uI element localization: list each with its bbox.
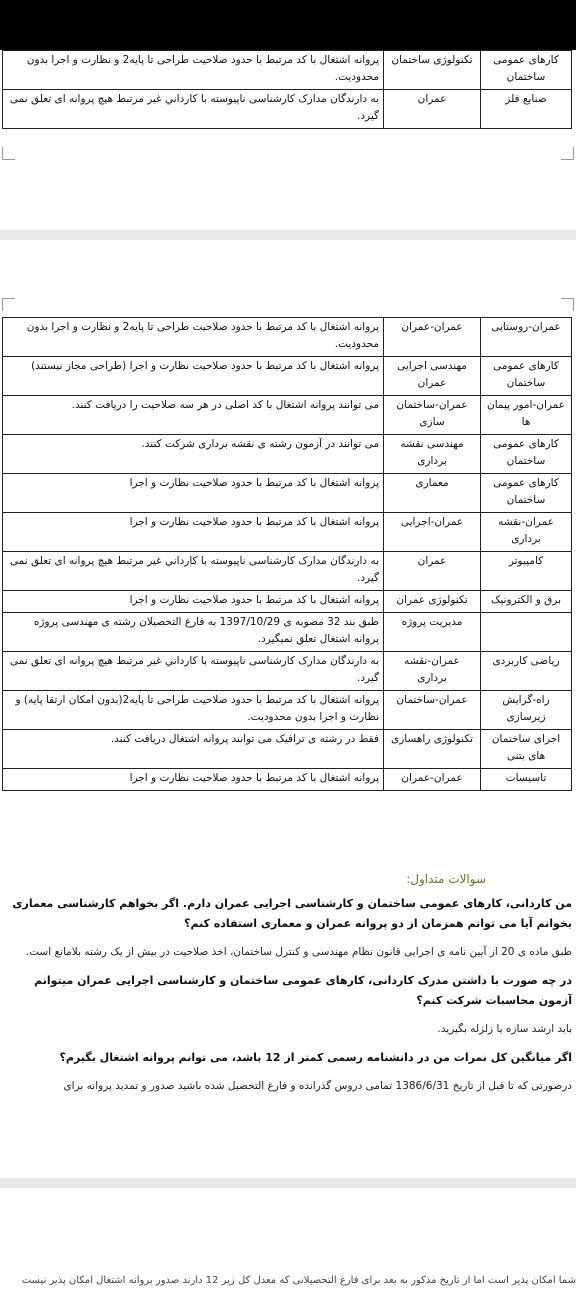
major-cell: عمران-عمران [384,769,481,791]
field-cell: عمران-امور پیمان ها [481,396,572,435]
faq-question: من کاردانی، کارهای عمومی ساختمان و کارشناسی اجرایی عمران دارم. اگر بخواهم کارشناسی معماری بخوانم آیا می توانم همزمان از دو پروانه عمران و معماری استفاده کنم؟ [12,897,572,930]
major-cell: معماری [384,474,481,513]
field-cell: کارهای عمومی ساختمان [481,435,572,474]
description-cell: می توانند در آزمون رشته ی نقشه برداری شرکت کنند. [3,435,384,474]
faq-answer: باید ارشد سازه یا زلزله بگیرید. [437,1023,572,1035]
table-row [3,730,572,769]
field-cell: عمران-نقشه برداری [481,513,572,552]
faq-answer: طبق ماده ی 20 از آیین نامه ی اجرایی قانون نظام مهندسی و کنترل ساختمان، اخذ صلاحیت در بیش از یک رشته بلامانع است. [25,946,572,958]
faq-answer: درصورتی که تا قبل از تاریخ 1386/6/31 تمامی دروس گذرانده و فارغ التحصیل شده باشید صدور و تمدید پروانه برای [63,1080,572,1092]
field-cell: کارهای عمومی ساختمان [481,51,572,90]
major-cell: عمران-اجرایی [384,513,481,552]
field-cell: کامپیوتر [481,552,572,591]
table-row [3,357,572,396]
faq-section [0,860,576,1105]
document-page-1 [0,50,576,230]
description-cell: پروانه اشتغال با کد مرتبط با حدود صلاحیت نظارت و اجرا [3,474,384,513]
field-cell: اجرای ساختمان های بتنی [481,730,572,769]
page-corner-mark [2,147,15,160]
faq-question: اگر میانگین کل نمرات من در دانشنامه رسمی کمتر از 12 باشد، می توانم پروانه اشتغال بگیرم؟ [59,1051,572,1064]
description-cell: پروانه اشتغال با کد مرتبط با حدود صلاحیت نظارت و اجرا [3,513,384,552]
description-cell: پروانه اشتغال با کد مرتبط با حدود صلاحیت نظارت و اجرا (طراحی مجاز نیستند) [3,357,384,396]
table-row [3,769,572,791]
table-row [3,552,572,591]
qualification-table-top [2,50,572,129]
table-row [3,513,572,552]
description-cell: طبق بند 32 مصوبه ی 1397/10/29 به فارغ التحصیلان رشته ی مهندسی پروژه پروانه اشتغال تعلق نمیگیرد. [3,613,384,652]
table-row [3,435,572,474]
major-cell: مدیریت پروژه [384,613,481,652]
major-cell: عمران-ساختمان سازی [384,396,481,435]
major-cell: عمران-ساختمان [384,691,481,730]
table-row [3,474,572,513]
major-cell: عمران [384,552,481,591]
page-gap [0,1178,576,1188]
page-corner-mark [561,298,574,311]
field-cell: کارهای عمومی ساختمان [481,474,572,513]
description-cell: پروانه اشتغال با کد مرتبط با حدود صلاحیت طراحی تا پایه2 و نظارت و اجرا بدون محدودیت. [3,318,384,357]
page-corner-mark [2,298,15,311]
faq-question: در چه صورت با داشتن مدرک کاردانی، کارهای عمومی ساختمان و کارشناسی اجرایی عمران میتوانم آزمون محاسبات شرکت کنم؟ [34,974,572,1007]
major-cell: مهندسی اجرایی عمران [384,357,481,396]
description-cell: پروانه اشتغال با کد مرتبط با حدود صلاحیت طراحی تا پایه2(بدون امکان ارتقا پایه) و نظارت و اجرا بدون محدودیت. [3,691,384,730]
field-cell: برق و الکترونیک [481,591,572,613]
description-cell: پروانه اشتغال با کد مرتبط با حدود صلاحیت نظارت و اجرا [3,769,384,791]
field-cell: کارهای عمومی ساختمان [481,357,572,396]
table-row [3,691,572,730]
table-row [3,396,572,435]
qualification-table [2,317,572,791]
table-row [3,90,572,129]
table-row [3,51,572,90]
table-row [3,318,572,357]
field-cell [481,613,572,652]
description-cell: فقط در رشته ی ترافیک می توانند پروانه اشتغال دریافت کنند. [3,730,384,769]
field-cell: تاسیسات [481,769,572,791]
description-cell: پروانه اشتغال با کد مرتبط با حدود صلاحیت طراحی تا پایه2 و نظارت و اجرا بدون محدودیت. [3,51,384,90]
page-corner-mark [561,147,574,160]
table-row [3,591,572,613]
description-cell: به دارندگان مدارک کارشناسی ناپیوسته با کارداني غیر مرتبط هیچ پروانه ای تعلق نمی گیرد. [3,90,384,129]
description-cell: به دارندگان مدارک کارشناسی ناپیوسته با کارداني غیر مرتبط هیچ پروانه ای تعلق نمی گیرد. [3,652,384,691]
field-cell: ریاضی کاربردی [481,652,572,691]
major-cell: تکنولوژی راهسازی [384,730,481,769]
major-cell: مهندسی نقشه برداری [384,435,481,474]
major-cell: عمران [384,90,481,129]
description-cell: به دارندگان مدارک کارشناسی ناپیوسته با کارداني غیر مرتبط هیچ پروانه ای تعلق نمی گیرد. [3,552,384,591]
major-cell: تکنولوژی عمران [384,591,481,613]
major-cell: تکنولوژی ساختمان [384,51,481,90]
field-cell: عمران-روستایی [481,318,572,357]
major-cell: عمران-عمران [384,318,481,357]
page-gap [0,230,576,240]
status-bar [0,0,576,50]
description-cell: می توانند پروانه اشتغال با کد اصلی در هر سه صلاحیت را دریافت کنند. [3,396,384,435]
field-cell: راه-گرایش زیرسازی [481,691,572,730]
table-row [3,652,572,691]
major-cell: عمران-نقشه برداری [384,652,481,691]
cutoff-text-line: شما امکان پذیر است اما از تاریخ مذکور به بعد برای فارغ التحصیلانی که معدل کل زیر 12 دارند صدور پروانه اشتغال امکان پذیر نیست [21,1275,576,1286]
faq-heading: سوالات متداول: [406,872,486,886]
description-cell: پروانه اشتغال با کد مرتبط با حدود صلاحیت نظارت و اجرا [3,591,384,613]
table-row [3,613,572,652]
field-cell: صنایع فلز [481,90,572,129]
